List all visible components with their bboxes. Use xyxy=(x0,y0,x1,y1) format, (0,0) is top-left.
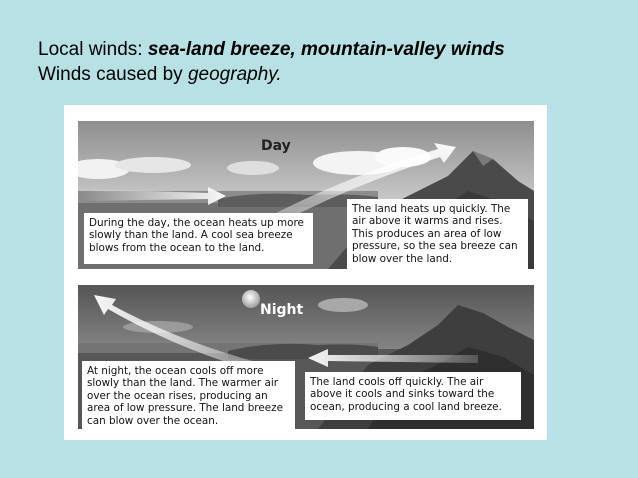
title-line-2-prefix: Winds caused by xyxy=(38,64,188,85)
cloud xyxy=(227,161,279,175)
title-line-1-prefix: Local winds: xyxy=(38,39,148,60)
night-label: Night xyxy=(260,302,304,318)
moon-icon xyxy=(242,290,260,308)
night-panel xyxy=(78,285,534,429)
slide-title xyxy=(38,37,505,87)
cloud xyxy=(318,298,368,312)
sea-land-breeze-figure xyxy=(64,105,547,440)
title-line-2 xyxy=(38,62,505,87)
night-right-caption: The land cools off quickly. The air above it cools and sinks toward the ocean, producing a cool land breeze. xyxy=(305,372,521,420)
day-label: Day xyxy=(261,138,291,154)
night-left-caption: At night, the ocean cools off more slowly than the land. The warmer air over the ocean rises, producing an area of low pressure. The land breeze can blow over the ocean. xyxy=(82,361,295,429)
day-panel xyxy=(78,121,534,269)
title-line-1 xyxy=(38,37,505,62)
title-line-1-emphasis: sea-land breeze, mountain-valley winds xyxy=(147,39,505,60)
cloud xyxy=(115,157,191,173)
day-right-caption: The land heats up quickly. The air above it warms and rises. This produces an area of low pressure, so the sea breeze can blow over the land. xyxy=(347,199,528,269)
day-left-caption: During the day, the ocean heats up more slowly than the land. A cool sea breeze blows from the ocean to the land. xyxy=(84,213,313,264)
title-line-2-emphasis: geography. xyxy=(187,64,282,85)
